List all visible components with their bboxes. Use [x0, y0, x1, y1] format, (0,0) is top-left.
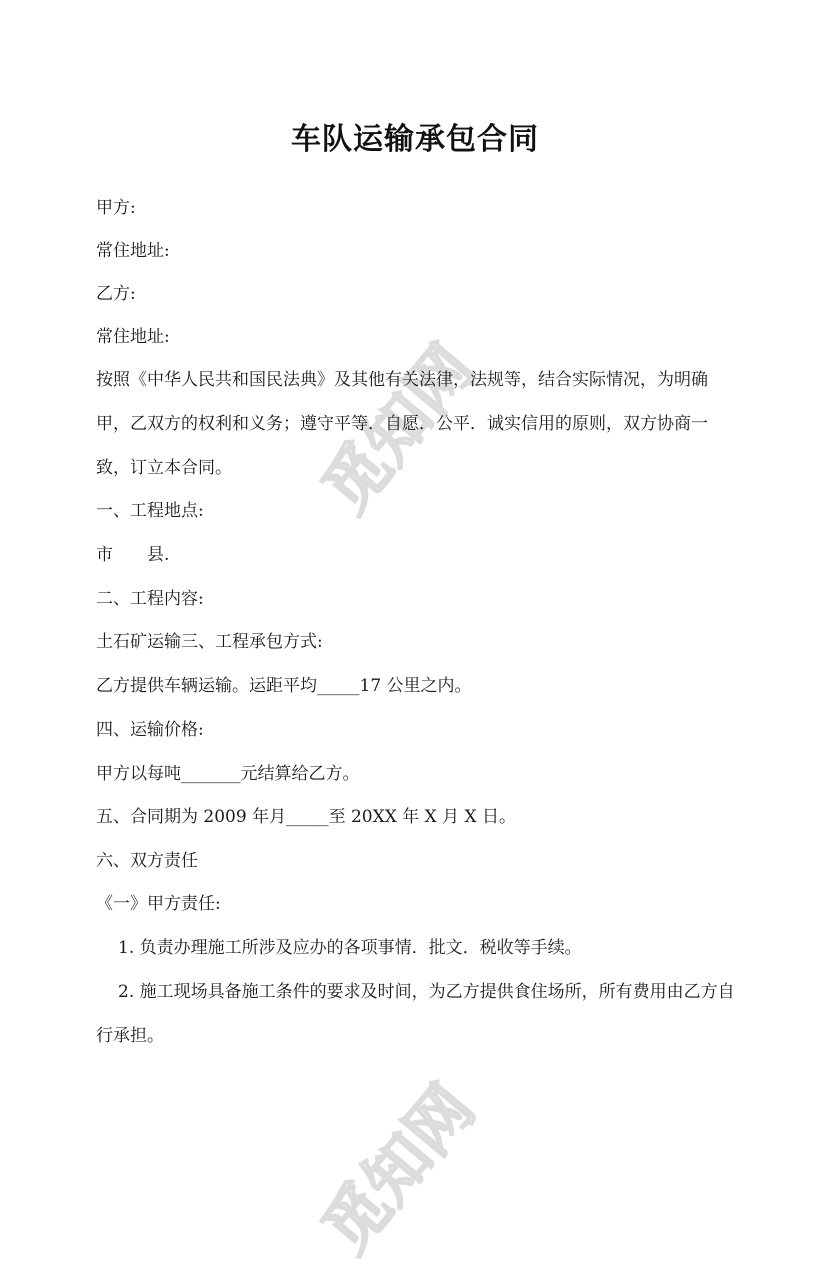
preamble-line-2: 甲，乙双方的权利和义务；遵守平等．自愿．公平．诚实信用的原则，双方协商一 [96, 414, 708, 434]
document-title: 车队运输承包合同 [291, 122, 539, 157]
party-b-address: 常住地址: [96, 327, 170, 347]
watermark-text-bottom: 觅知网 [309, 1072, 490, 1267]
duty-item-2: 2. 施工现场具备施工条件的要求及时间，为乙方提供食住场所，所有费用由乙方自 [118, 982, 735, 1002]
duty-item-2-cont: 行承担。 [96, 1026, 164, 1046]
section-2-3-content: 土石矿运输三、工程承包方式: [96, 632, 323, 652]
section-1-content: 市 县. [96, 545, 170, 565]
preamble-line-1: 按照《中华人民共和国民法典》及其他有关法律，法规等，结合实际情况，为明确 [96, 370, 708, 390]
party-a: 甲方: [96, 198, 136, 218]
section-4-content: 甲方以每吨_______元结算给乙方。 [96, 764, 360, 784]
watermark-bottom [270, 1070, 530, 1270]
section-6-heading: 六、双方责任 [96, 851, 198, 871]
section-1-heading: 一、工程地点: [96, 501, 204, 521]
section-4-heading: 四、运输价格: [96, 720, 204, 740]
party-b: 乙方: [96, 284, 136, 304]
section-2-heading: 二、工程内容: [96, 589, 204, 609]
duty-item-1: 1. 负责办理施工所涉及应办的各项事情．批文．税收等手续。 [118, 938, 582, 958]
party-a-address: 常住地址: [96, 241, 170, 261]
section-3-content: 乙方提供车辆运输。运距平均_____17 公里之内。 [96, 676, 472, 696]
section-5-content: 五、合同期为 2009 年月_____至 20XX 年 X 月 X 日。 [96, 807, 517, 827]
party-a-duties-heading: 《一》甲方责任: [96, 894, 221, 914]
watermark-text: 觅知网 [309, 332, 490, 527]
preamble-line-3: 致，订立本合同。 [96, 458, 232, 478]
